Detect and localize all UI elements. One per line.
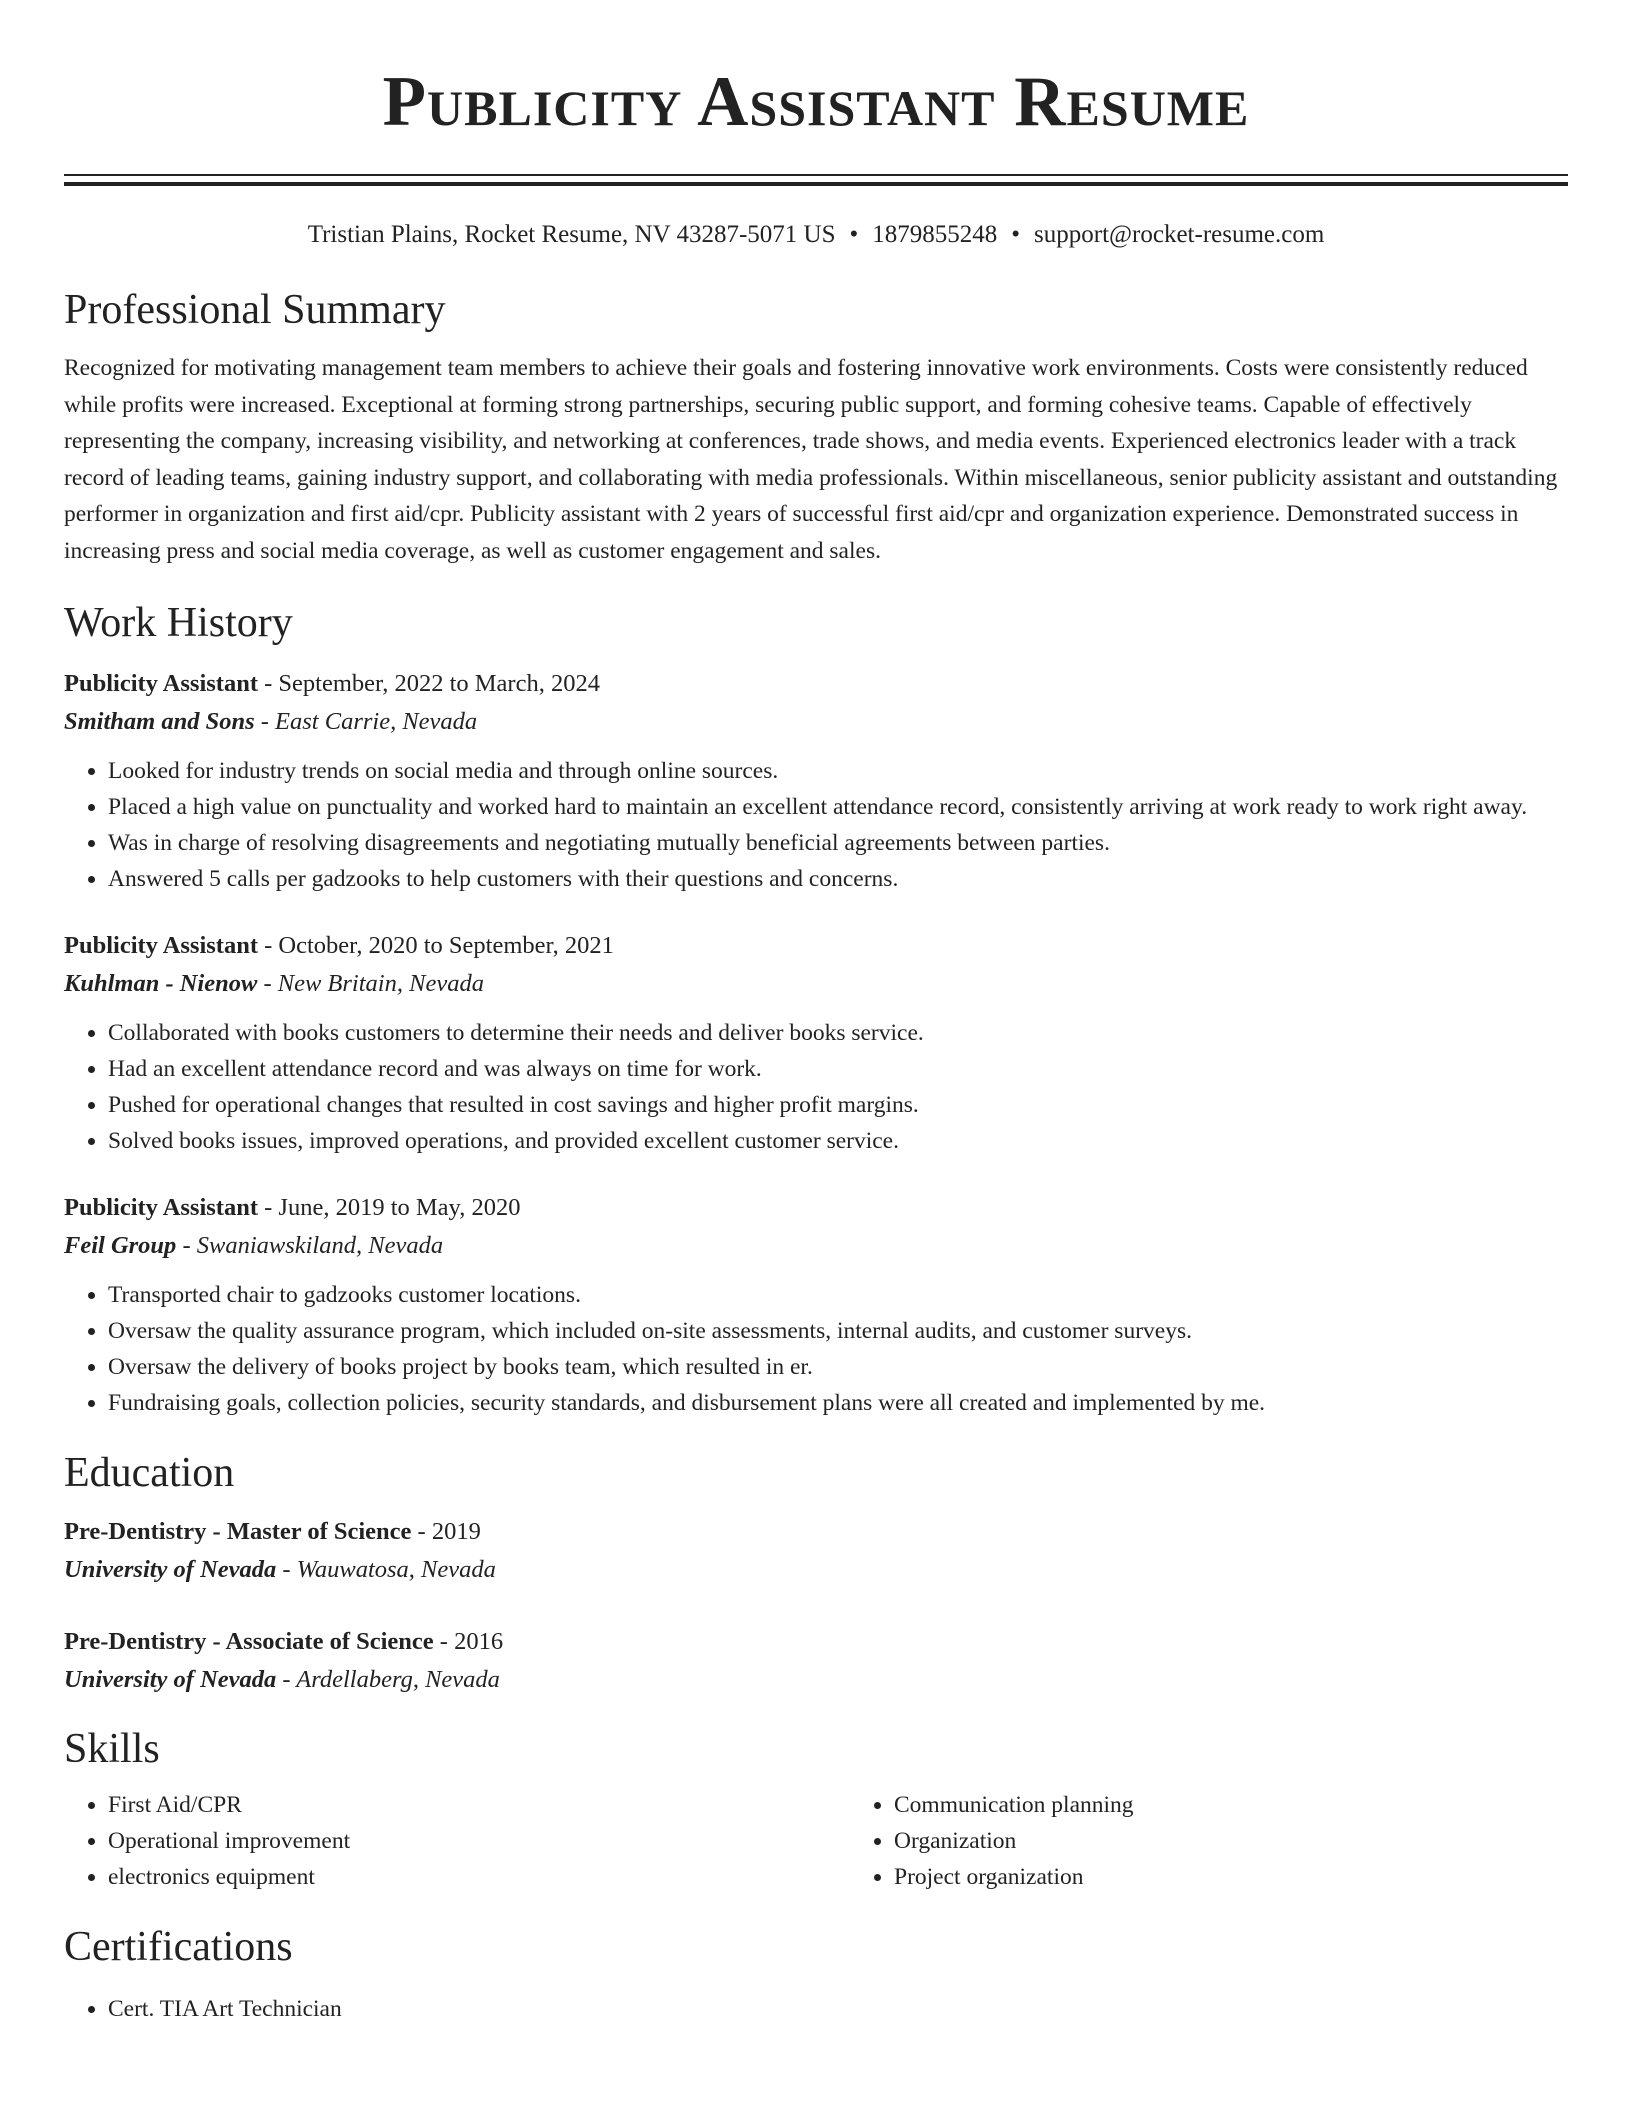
job-company-line [64, 965, 1568, 1003]
skill-item: • Organization [894, 1823, 1134, 1859]
job-entry [64, 665, 1568, 897]
job-dates: - October, 2020 to September, 2021 [258, 932, 614, 959]
list-item: • Had an excellent attendance record and was always on time for work. [108, 1051, 1568, 1087]
job-title: Publicity Assistant [64, 670, 258, 697]
job-company: Feil Group [64, 1232, 177, 1259]
title-divider-thin [64, 174, 1568, 176]
education-school: University of Nevada [64, 1666, 277, 1693]
job-header [64, 927, 1568, 965]
skill-item: • Project organization [894, 1859, 1134, 1895]
job-company: Smitham and Sons [64, 708, 255, 735]
education-school-line [64, 1661, 1568, 1699]
education-section [64, 1447, 1568, 1699]
education-location: - Wauwatosa, Nevada [276, 1556, 496, 1583]
education-entry [64, 1513, 1568, 1589]
certification-item: • Cert. TIA Art Technician [108, 1991, 1568, 2027]
list-item: • Oversaw the quality assurance program, which included on-site assessments, internal audits, and customer surveys. [108, 1313, 1568, 1349]
job-location: - Swaniawskiland, Nevada [176, 1232, 444, 1259]
skills-list-left [64, 1787, 850, 1895]
job-location: - New Britain, Nevada [257, 970, 484, 997]
contact-email: support@rocket-resume.com [1034, 221, 1325, 248]
job-bullets [64, 1277, 1568, 1421]
work-history-section [64, 597, 1568, 1421]
list-item: • Looked for industry trends on social media and through online sources. [108, 753, 1568, 789]
summary-heading: Professional Summary [64, 287, 446, 333]
job-company-line [64, 1227, 1568, 1265]
education-location: - Ardellaberg, Nevada [276, 1666, 500, 1693]
education-year: - 2016 [433, 1628, 504, 1655]
contact-address: Tristian Plains, Rocket Resume, NV 43287-5071 US [307, 221, 836, 248]
skills-list-right [850, 1787, 1134, 1895]
contact-phone: 1879855248 [872, 221, 998, 248]
job-company-line [64, 703, 1568, 741]
job-dates: - June, 2019 to May, 2020 [258, 1194, 521, 1221]
list-item: • Placed a high value on punctuality and worked hard to maintain an excellent attendance record, consistently arriving at work ready to work right away. [108, 789, 1568, 825]
job-entry [64, 1189, 1568, 1421]
list-item: • Answered 5 calls per gadzooks to help customers with their questions and concerns. [108, 861, 1568, 897]
education-degree-line [64, 1623, 1568, 1661]
skills-section [64, 1723, 1568, 1895]
job-entry [64, 927, 1568, 1159]
job-header [64, 665, 1568, 703]
list-item: • Fundraising goals, collection policies, security standards, and disbursement plans were all created and implemented by me. [108, 1385, 1568, 1421]
education-year: - 2019 [411, 1518, 481, 1545]
contact-line [64, 220, 1568, 250]
certifications-section [64, 1921, 1568, 2027]
skills-heading: Skills [64, 1726, 160, 1772]
education-degree: Pre-Dentistry - Master of Science [64, 1518, 412, 1545]
skill-item: • Communication planning [894, 1787, 1134, 1823]
job-title: Publicity Assistant [64, 1194, 258, 1221]
education-entry [64, 1623, 1568, 1699]
job-bullets [64, 753, 1568, 897]
job-header [64, 1189, 1568, 1227]
bullet-separator: • [1011, 221, 1021, 248]
skill-item: • electronics equipment [108, 1859, 850, 1895]
education-school: University of Nevada [64, 1556, 277, 1583]
education-degree-line [64, 1513, 1568, 1551]
bullet-separator: • [849, 221, 859, 248]
education-heading: Education [64, 1450, 235, 1496]
list-item: • Was in charge of resolving disagreements and negotiating mutually beneficial agreements between parties. [108, 825, 1568, 861]
title-divider-thick [64, 182, 1568, 186]
education-school-line [64, 1551, 1568, 1589]
certifications-list [64, 1991, 1568, 2027]
list-item: • Oversaw the delivery of books project by books team, which resulted in er. [108, 1349, 1568, 1385]
education-degree: Pre-Dentistry - Associate of Science [64, 1628, 434, 1655]
certifications-heading: Certifications [64, 1924, 293, 1970]
job-company: Kuhlman - Nienow [64, 970, 258, 997]
skill-item: • Operational improvement [108, 1823, 850, 1859]
job-dates: - September, 2022 to March, 2024 [258, 670, 600, 697]
list-item: • Collaborated with books customers to determine their needs and deliver books service. [108, 1015, 1568, 1051]
list-item: • Solved books issues, improved operations, and provided excellent customer service. [108, 1123, 1568, 1159]
page-title: Publicity Assistant Resume [382, 63, 1250, 141]
skill-item: • First Aid/CPR [108, 1787, 850, 1823]
summary-section [64, 284, 1568, 569]
list-item: • Transported chair to gadzooks customer locations. [108, 1277, 1568, 1313]
skills-columns [64, 1787, 1568, 1895]
job-bullets [64, 1015, 1568, 1159]
work-history-heading: Work History [64, 600, 293, 646]
job-title: Publicity Assistant [64, 932, 258, 959]
summary-text: Recognized for motivating management team members to achieve their goals and fostering innovative work environments. Costs were consistently reduced while profits were increased. Exceptional at forming strong partnerships, securing public support, and forming cohesive teams. Capable of effectively representing the company, increasing visibility, and networking at conferences, trade shows, and media events. Experienced electronics leader with a track record of leading teams, gaining industry support, and collaborating with media professionals. Within miscellaneous, senior publicity assistant and outstanding performer in organization and first aid/cpr. Publicity assistant with 2 years of successful first aid/cpr and organization experience. Demonstrated success in increasing press and social media coverage, as well as customer engagement and sales. [64, 355, 1558, 564]
list-item: • Pushed for operational changes that resulted in cost savings and higher profit margins. [108, 1087, 1568, 1123]
job-location: - East Carrie, Nevada [254, 708, 478, 735]
